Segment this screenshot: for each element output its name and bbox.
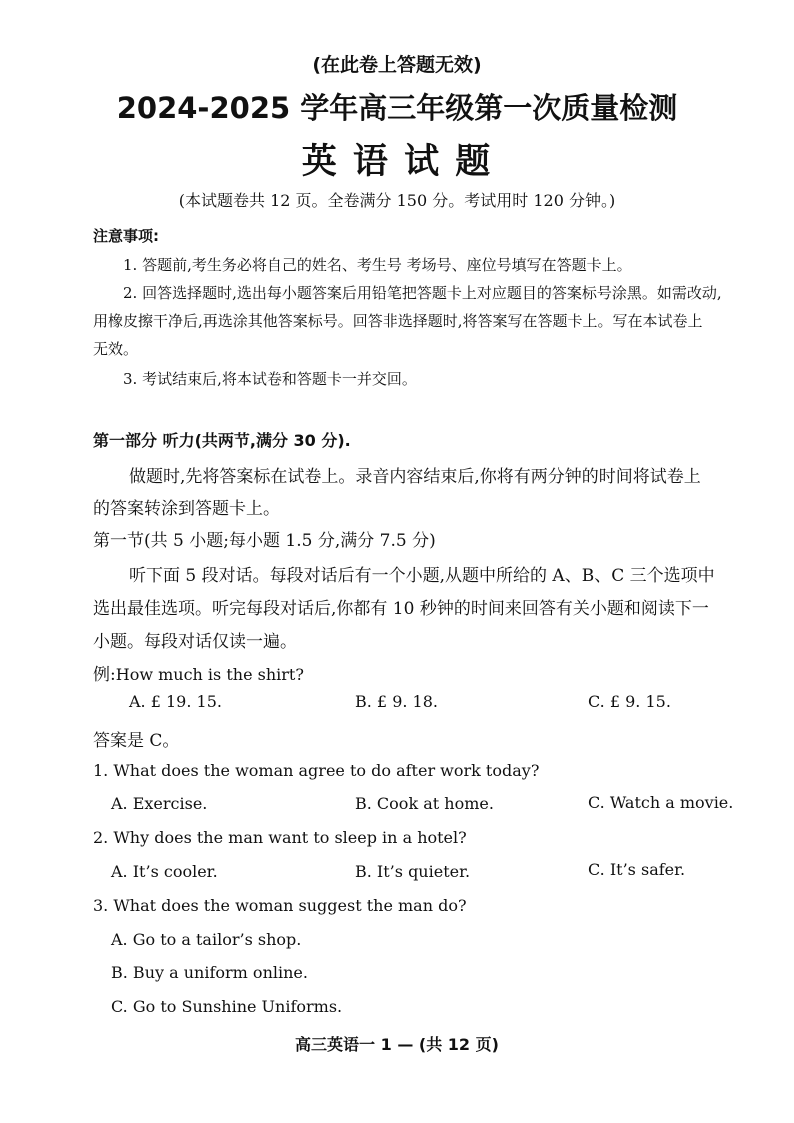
question-2-stem: 2. Why does the man want to sleep in a hotel? bbox=[93, 828, 467, 847]
question-1-option-b: B. Cook at home. bbox=[355, 794, 494, 813]
notice-heading: 注意事项: bbox=[93, 227, 159, 245]
question-2-option-a: A. It’s cooler. bbox=[111, 862, 218, 881]
notice-item: 1. 答题前,考生务必将自己的姓名、考生号 考场号、座位号填写在答题卡上。 bbox=[123, 256, 632, 274]
section1-heading: 第一节(共 5 小题;每小题 1.5 分,满分 7.5 分) bbox=[93, 531, 436, 551]
section1-text: 听下面 5 段对话。每段对话后有一个小题,从题中所给的 A、B、C 三个选项中 bbox=[129, 566, 715, 586]
question-3-stem: 3. What does the woman suggest the man do? bbox=[93, 896, 467, 915]
subject-title: 英 语 试 题 bbox=[301, 142, 493, 182]
example-answer: 答案是 C。 bbox=[93, 731, 180, 751]
question-3-option-b: B. Buy a uniform online. bbox=[111, 963, 308, 982]
question-1-stem: 1. What does the woman agree to do after work today? bbox=[93, 761, 540, 780]
notice-item: 无效。 bbox=[93, 340, 139, 358]
question-2-option-c: C. It’s safer. bbox=[588, 860, 686, 879]
part1-intro: 做题时,先将答案标在试卷上。录音内容结束后,你将有两分钟的时间将试卷上 bbox=[129, 467, 701, 487]
question-1-option-c: C. Watch a movie. bbox=[588, 793, 734, 812]
example-question: How much is the shirt? bbox=[115, 665, 304, 684]
exam-title: 2024-2025 学年高三年级第一次质量检测 bbox=[116, 91, 678, 125]
section1-text: 小题。每段对话仅读一遍。 bbox=[93, 632, 297, 652]
question-3-option-a: A. Go to a tailor’s shop. bbox=[111, 930, 302, 949]
question-3-option-c: C. Go to Sunshine Uniforms. bbox=[111, 997, 343, 1016]
notice-item: 3. 考试结束后,将本试卷和答题卡一并交回。 bbox=[123, 370, 417, 388]
part1-heading: 第一部分 听力(共两节,满分 30 分). bbox=[93, 431, 351, 450]
example-option-a: A. £ 19. 15. bbox=[129, 692, 222, 711]
question-1-option-a: A. Exercise. bbox=[111, 794, 208, 813]
page-footer: 高三英语一 1 — (共 12 页) bbox=[295, 1035, 499, 1054]
question-2-option-b: B. It’s quieter. bbox=[355, 862, 471, 881]
example-option-c: C. £ 9. 15. bbox=[588, 692, 671, 711]
notice-item: 用橡皮擦干净后,再选涂其他答案标号。回答非选择题时,将答案写在答题卡上。写在本试卷上 bbox=[93, 312, 703, 330]
example-row bbox=[93, 660, 304, 685]
exam-info: (本试题卷共 12 页。全卷满分 150 分。考试用时 120 分钟。) bbox=[178, 191, 616, 210]
section1-text: 选出最佳选项。听完每段对话后,你都有 10 秒钟的时间来回答有关小题和阅读下一 bbox=[93, 599, 709, 619]
example-option-b: B. £ 9. 18. bbox=[355, 692, 438, 711]
invalid-answer-note: (在此卷上答题无效) bbox=[312, 54, 482, 76]
example-label: 例: bbox=[93, 665, 116, 685]
part1-intro: 的答案转涂到答题卡上。 bbox=[93, 499, 280, 519]
notice-item: 2. 回答选择题时,选出每小题答案后用铅笔把答题卡上对应题目的答案标号涂黑。如需改动, bbox=[123, 284, 722, 302]
